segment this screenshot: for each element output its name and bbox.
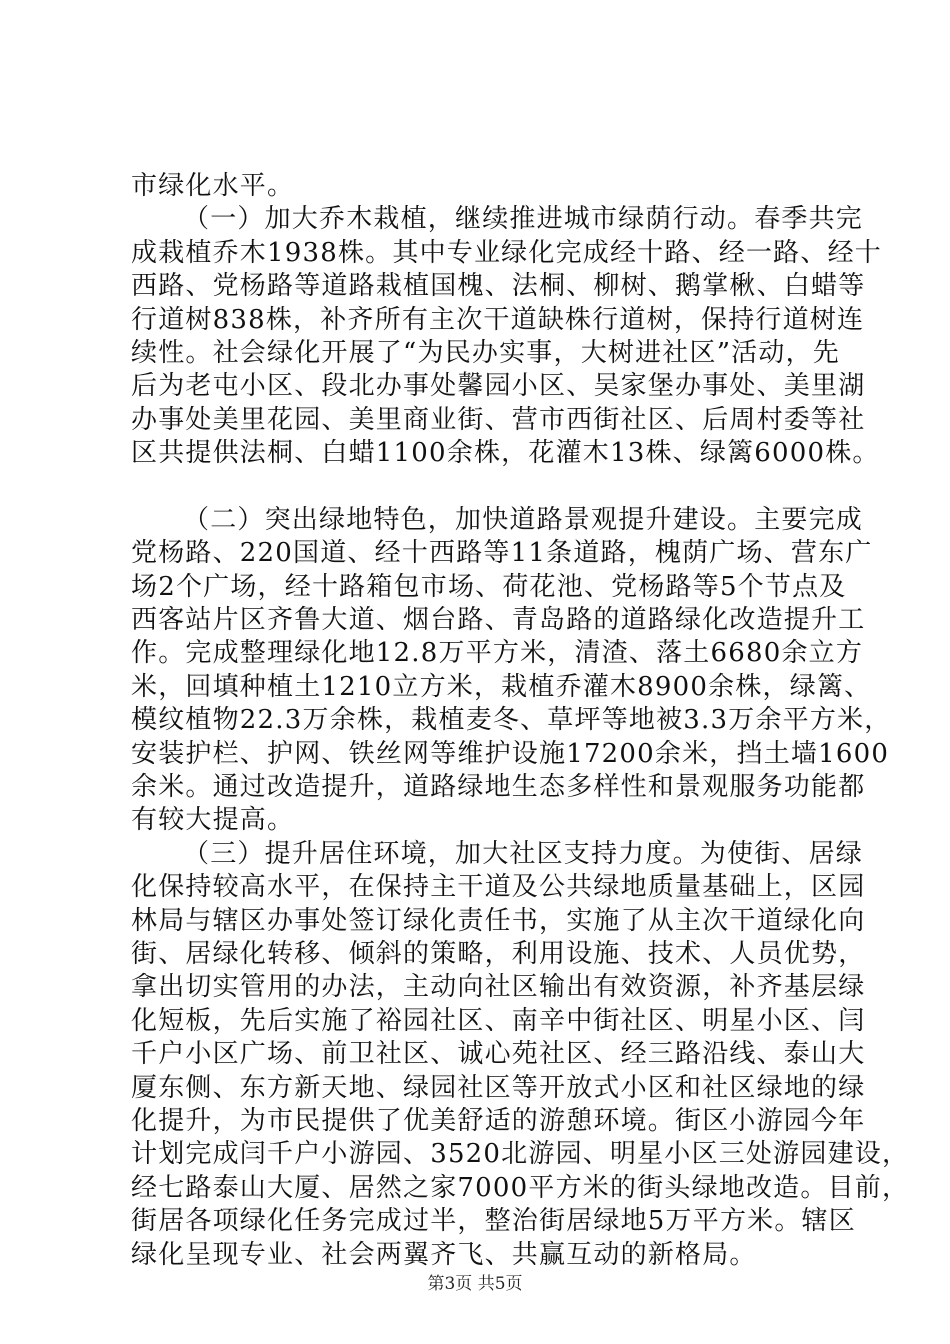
text-line: 模纹植物22.3万余株，栽植麦冬、草坪等地被3.3万余平方米， xyxy=(131,705,892,736)
text-line: 化保持较高水平，在保持主干道及公共绿地质量基础上，区园 xyxy=(131,872,866,903)
text-line: 厦东侧、东方新天地、绿园社区等开放式小区和社区绿地的绿 xyxy=(131,1072,866,1103)
text-line: 街、居绿化转移、倾斜的策略，利用设施、技术、人员优势， xyxy=(131,938,866,969)
text-line: 后为老屯小区、段北办事处馨园小区、吴家堡办事处、美里湖 xyxy=(131,371,866,402)
paragraph-2-start: （二）突出绿地特色，加快道路景观提升建设。主要完成 xyxy=(183,504,864,535)
text-line: 化短板，先后实施了裕园社区、南辛中街社区、明星小区、闫 xyxy=(131,1005,866,1036)
text-line: 千户小区广场、前卫社区、诚心苑社区、经三路沿线、泰山大 xyxy=(131,1039,866,1070)
document-body xyxy=(131,170,910,1272)
text-line: 余米。通过改造提升，道路绿地生态多样性和景观服务功能都 xyxy=(131,772,866,803)
text-line: 街居各项绿化任务完成过半，整治街居绿地5万平方米。辖区 xyxy=(131,1206,856,1237)
paragraph-3-start: （三）提升居住环境，加大社区支持力度。为使街、居绿 xyxy=(183,838,864,869)
text-line: 林局与辖区办事处签订绿化责任书，实施了从主次干道绿化向 xyxy=(131,905,866,936)
text-line: 场2个广场，经十路箱包市场、荷花池、党杨路等5个节点及 xyxy=(131,571,847,602)
text-line: 米，回填种植土1210立方米，栽植乔灌木8900余株，绿篱、 xyxy=(131,671,872,702)
paragraph-1-start: （一）加大乔木栽植，继续推进城市绿荫行动。春季共完 xyxy=(183,204,864,235)
text-line: 成栽植乔木1938株。其中专业绿化完成经十路、经一路、经十 xyxy=(131,237,882,268)
text-line: 办事处美里花园、美里商业街、营市西街社区、后周村委等社 xyxy=(131,404,866,435)
text-line: 化提升，为市民提供了优美舒适的游憩环境。街区小游园今年 xyxy=(131,1105,866,1136)
text-line: 党杨路、220国道、经十西路等11条道路，槐荫广场、营东广 xyxy=(131,538,873,569)
text-line: 市绿化水平。 xyxy=(131,171,295,201)
text-line: 续性。社会绿化开展了“为民办实事，大树进社区”活动，先 xyxy=(131,337,840,368)
text-line: 经七路泰山大厦、居然之家7000平方米的街头绿地改造。目前， xyxy=(131,1172,910,1203)
text-line: 西客站片区齐鲁大道、烟台路、青岛路的道路绿化改造提升工 xyxy=(131,605,866,636)
text-line: 区共提供法桐、白蜡1100余株，花灌木13株、绿篱6000株。 xyxy=(131,438,880,469)
text-line: 计划完成闫千户小游园、3520北游园、明星小区三处游园建设， xyxy=(131,1139,910,1170)
text-line: 安装护栏、护网、铁丝网等维护设施17200余米，挡土墙1600 xyxy=(131,738,890,769)
text-line: 有较大提高。 xyxy=(131,805,295,836)
page-number-footer: 第3页 共5页 xyxy=(427,1274,523,1294)
text-line: 作。完成整理绿化地12.8万平方米，清渣、落土6680余立方 xyxy=(131,638,864,669)
text-line: 绿化呈现专业、社会两翼齐飞、共赢互动的新格局。 xyxy=(131,1239,757,1270)
paragraph-gap xyxy=(131,471,831,504)
text-line: 拿出切实管用的办法，主动向社区输出有效资源，补齐基层绿 xyxy=(131,972,866,1003)
text-line: 行道树838株，补齐所有主次干道缺株行道树，保持行道树连 xyxy=(131,304,865,335)
text-line: 西路、党杨路等道路栽植国槐、法桐、柳树、鹅掌楸、白蜡等 xyxy=(131,271,866,302)
